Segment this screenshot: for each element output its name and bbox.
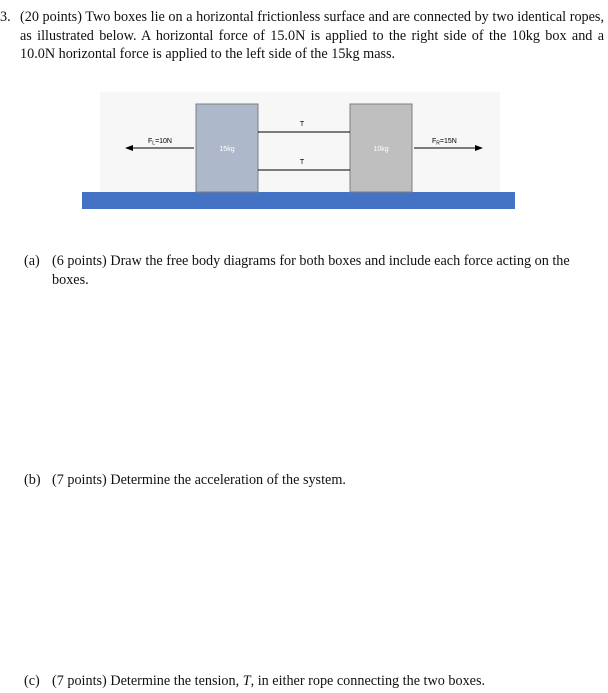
part-a — [24, 252, 580, 289]
problem-text: Two boxes lie on a horizontal frictionless surface and are connected by two identical ropes, as illustrated below. A horizontal force of 15.0N is applied to the right side of the 10kg box and a 10.0N horizontal force is applied to the left side of the 15kg mass. — [20, 9, 604, 62]
part-c-question-start: Determine the tension, — [110, 673, 240, 689]
right-force-label: $F_R=15N$ — [432, 138, 457, 147]
part-b-text — [52, 471, 580, 490]
part-c-label: (c) — [24, 673, 40, 689]
part-c-points: (7 points) — [52, 673, 107, 689]
left-force-label: $F_L=10N$ — [148, 138, 172, 147]
part-c-variable: T — [242, 673, 251, 689]
problem-points: (20 points) — [20, 9, 82, 25]
problem-statement — [0, 8, 604, 64]
box-15kg-label: 15kg — [219, 146, 235, 153]
part-c — [24, 672, 580, 691]
part-c-question-end: , in either rope connecting the two boxes. — [250, 673, 486, 689]
part-b-label: (b) — [24, 472, 41, 488]
problem-body — [20, 8, 604, 64]
part-a-points: (6 points) — [52, 253, 107, 269]
box-10kg-label: 10kg — [373, 146, 389, 153]
part-a-question: Draw the free body diagrams for both boxes and include each force acting on the boxes. — [52, 253, 570, 288]
part-c-text — [52, 672, 580, 691]
part-a-text — [52, 252, 580, 289]
tension-top-label: T — [299, 121, 305, 128]
problem-number: 3. — [0, 9, 11, 25]
floor-surface — [82, 192, 515, 209]
two-box-diagram — [82, 92, 516, 212]
part-b-points: (7 points) — [52, 472, 107, 488]
part-b — [24, 471, 580, 490]
tension-bottom-label: T — [299, 159, 305, 166]
part-a-label: (a) — [24, 253, 40, 269]
part-b-question: Determine the acceleration of the system. — [110, 472, 346, 488]
